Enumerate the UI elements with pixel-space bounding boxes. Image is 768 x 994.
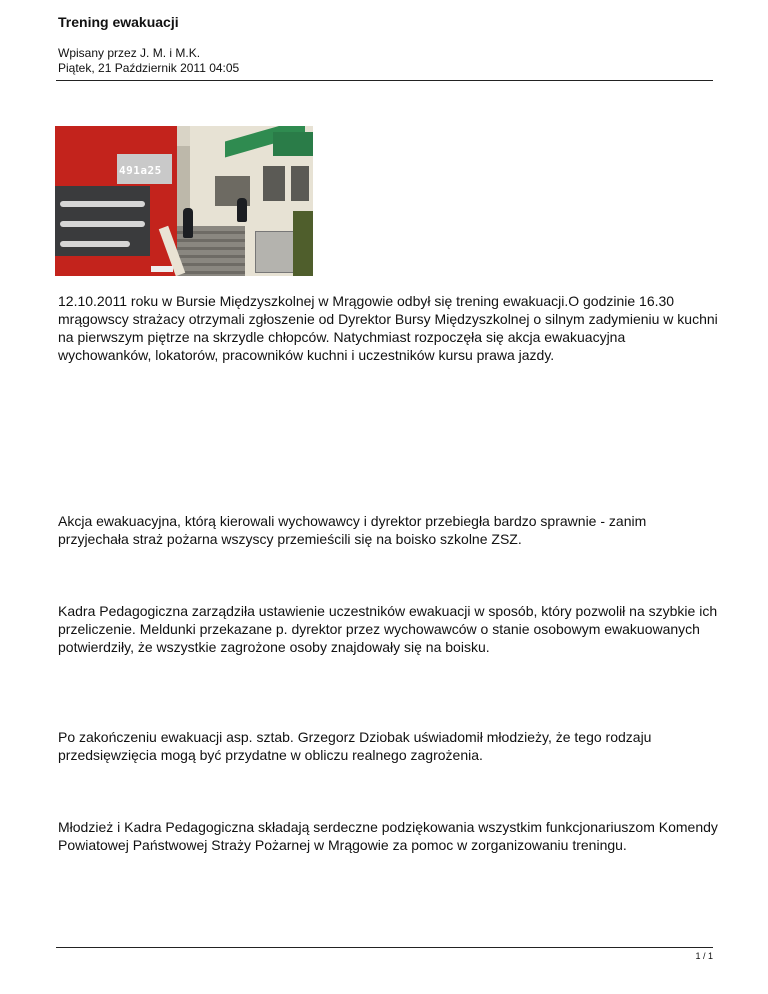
article-paragraph: 12.10.2011 roku w Bursie Międzyszkolnej w Mrągowie odbył się trening ewakuacji.O godzinie 16.30 mrągowscy strażacy otrzymali zgłoszenie od Dyrektor Bursy Międzyszkolnej o silnym zadymieniu w kuchni na pierwszym piętrze na skrzydle chłopców. Natychmiast rozpoczęła się akcja ewakuacyjna wychowanków, lokatorów, pracowników kuchni i uczestników kursu prawa jazdy. [58, 293, 718, 363]
article-paragraph: Młodzież i Kadra Pedagogiczna składają serdeczne podziękowania wszystkim funkcjonariuszom Komendy Powiatowej Państwowej Straży Pożarnej w Mrągowie za pomoc w zorganizowaniu treningu. [58, 819, 718, 853]
photo-truck-pipe [60, 201, 145, 207]
footer-divider [56, 947, 713, 948]
photo-truck-pipe [60, 241, 130, 247]
header-divider [56, 80, 713, 81]
photo-window [263, 166, 285, 201]
fire-truck-photo [55, 126, 313, 276]
photo-hedge [293, 211, 313, 276]
photo-truck-number: 491a25 [119, 164, 162, 177]
photo-green-sign-corner [273, 132, 313, 156]
photo-firefighter [237, 198, 247, 222]
photo-window [291, 166, 309, 201]
date-line: Piątek, 21 Październik 2011 04:05 [58, 61, 240, 75]
article-meta [58, 46, 239, 76]
article-paragraph: Akcja ewakuacyjna, którą kierowali wychowawcy i dyrektor przebiegła bardzo sprawnie - zanim przyjechała straż pożarna wszyscy przemieścili się na boisko szkolne ZSZ. [58, 513, 647, 547]
photo-license-plate [151, 266, 173, 272]
article-paragraph: Po zakończeniu ewakuacji asp. sztab. Grzegorz Dziobak uświadomił młodzieży, że tego rodzaju przedsięwzięcia mogą być przydatne w obliczu realnego zagrożenia. [58, 729, 652, 763]
photo-firefighter [183, 208, 193, 238]
page-number: 1 / 1 [695, 951, 713, 961]
article-title: Trening ewakuacji [58, 14, 179, 30]
author-line: Wpisany przez J. M. i M.K. [58, 46, 201, 60]
article-paragraph: Kadra Pedagogiczna zarządziła ustawienie uczestników ewakuacji w sposób, który pozwolił na szybkie ich przeliczenie. Meldunki przekazane p. dyrektor przez wychowawców o stanie osobowym ewakuowanych potwierdziły, że wszystkie zagrożone osoby znajdowały się na boisku. [58, 603, 718, 655]
photo-truck-pipe [60, 221, 145, 227]
